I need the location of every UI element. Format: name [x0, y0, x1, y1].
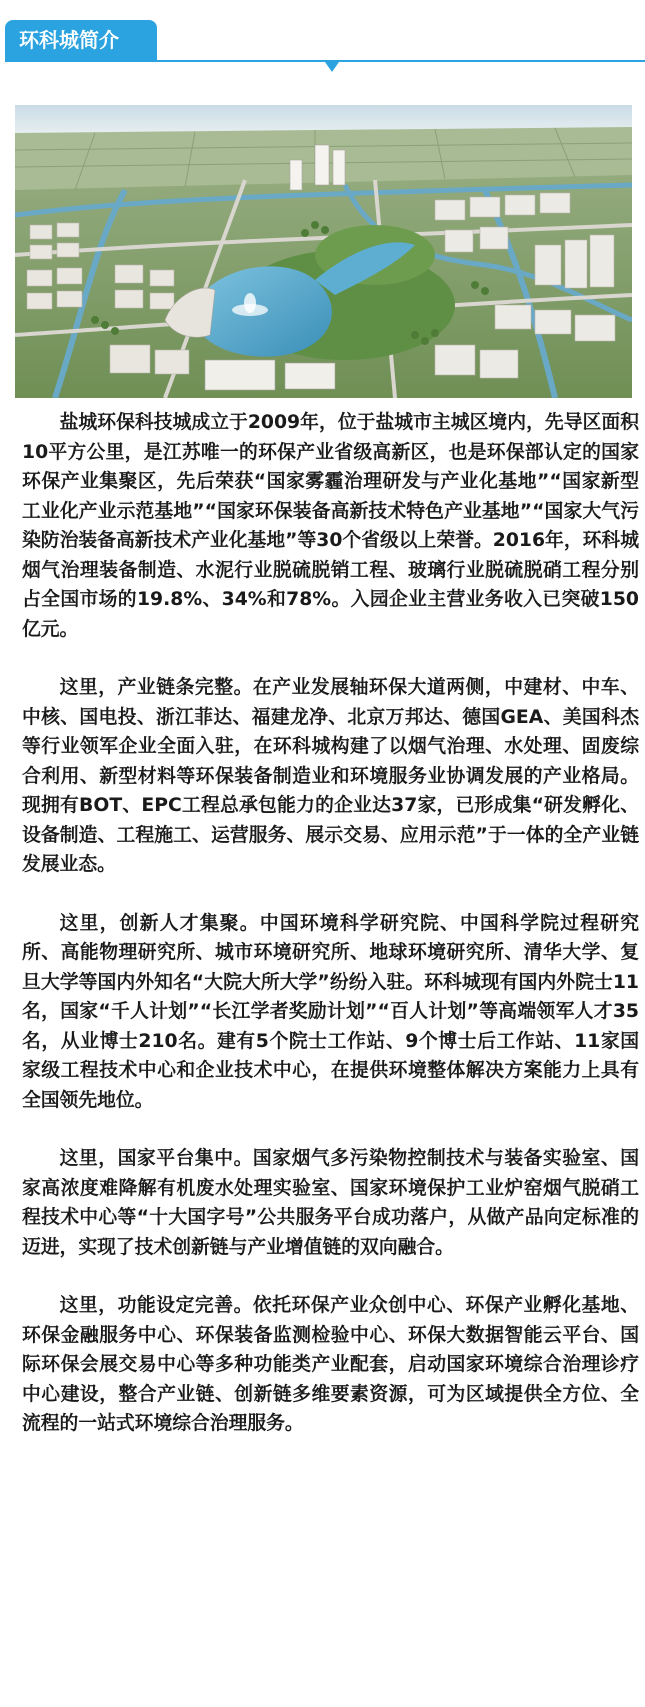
- paragraph-intro: 盐城环保科技城成立于2009年，位于盐城市主城区境内，先导区面积10平方公里，是江苏唯一的环保产业省级高新区，也是环保部认定的国家环保产业集聚区，先后荣获“国家雾霾治理研发与产业化基地”“国家新型工业化产业示范基地”“国家环保装备高新技术特色产业基地”“国家大气污染防治装备高新技术产业化基地”等30个省级以上荣誉。2016年，环科城烟气治理装备制造、水泥行业脱硫脱销工程、玻璃行业脱硫脱硝工程分别占全国市场的19.8%、34%和78%。入园企业主营业务收入已突破150亿元。: [22, 412, 639, 640]
- paragraph-functions: 这里，功能设定完善。依托环保产业众创中心、环保产业孵化基地、环保金融服务中心、环保装备监测检验中心、环保大数据智能云平台、国际环保会展交易中心等多种功能类产业配套，启动国家环境综合治理诊疗中心建设，整合产业链、创新链多维要素资源，可为区域提供全方位、全流程的一站式环境综合治理服务。: [22, 1295, 639, 1434]
- article-body: [22, 408, 639, 1468]
- paragraph-industry-chain: 这里，产业链条完整。在产业发展轴环保大道两侧，中建材、中车、中核、国电投、浙江菲达、福建龙净、北京万邦达、德国GEA、美国科杰等行业领军企业全面入驻，在环科城构建了以烟气治理、水处理、固废综合利用、新型材料等环保装备制造业和环境服务业协调发展的产业格局。现拥有BOT、EPC工程总承包能力的企业达37家，已形成集“研发孵化、设备制造、工程施工、运营服务、展示交易、应用示范”于一体的全产业链发展业态。: [22, 677, 639, 875]
- section-title: 环科城简介: [19, 28, 119, 52]
- city-aerial-photo: [15, 105, 632, 398]
- down-arrow-icon: [325, 62, 339, 72]
- paragraph-talent: 这里，创新人才集聚。中国环境科学研究院、中国科学院过程研究所、高能物理研究所、城市环境研究所、地球环境研究所、清华大学、复旦大学等国内外知名“大院大所大学”纷纷入驻。环科城现有国内外院士11名，国家“千人计划”“长江学者奖励计划”“百人计划”等高端领军人才35名，从业博士210名。建有5个院士工作站、9个博士后工作站、11家国家级工程技术中心和企业技术中心，在提供环境整体解决方案能力上具有全国领先地位。: [22, 912, 639, 1111]
- section-title-tab: [5, 20, 157, 60]
- paragraph-platforms: 这里，国家平台集中。国家烟气多污染物控制技术与装备实验室、国家高浓度难降解有机废水处理实验室、国家环境保护工业炉窑烟气脱硝工程技术中心等“十大国字号”公共服务平台成功落户，从做产品向定标准的迈进，实现了技术创新链与产业增值链的双向融合。: [22, 1148, 639, 1258]
